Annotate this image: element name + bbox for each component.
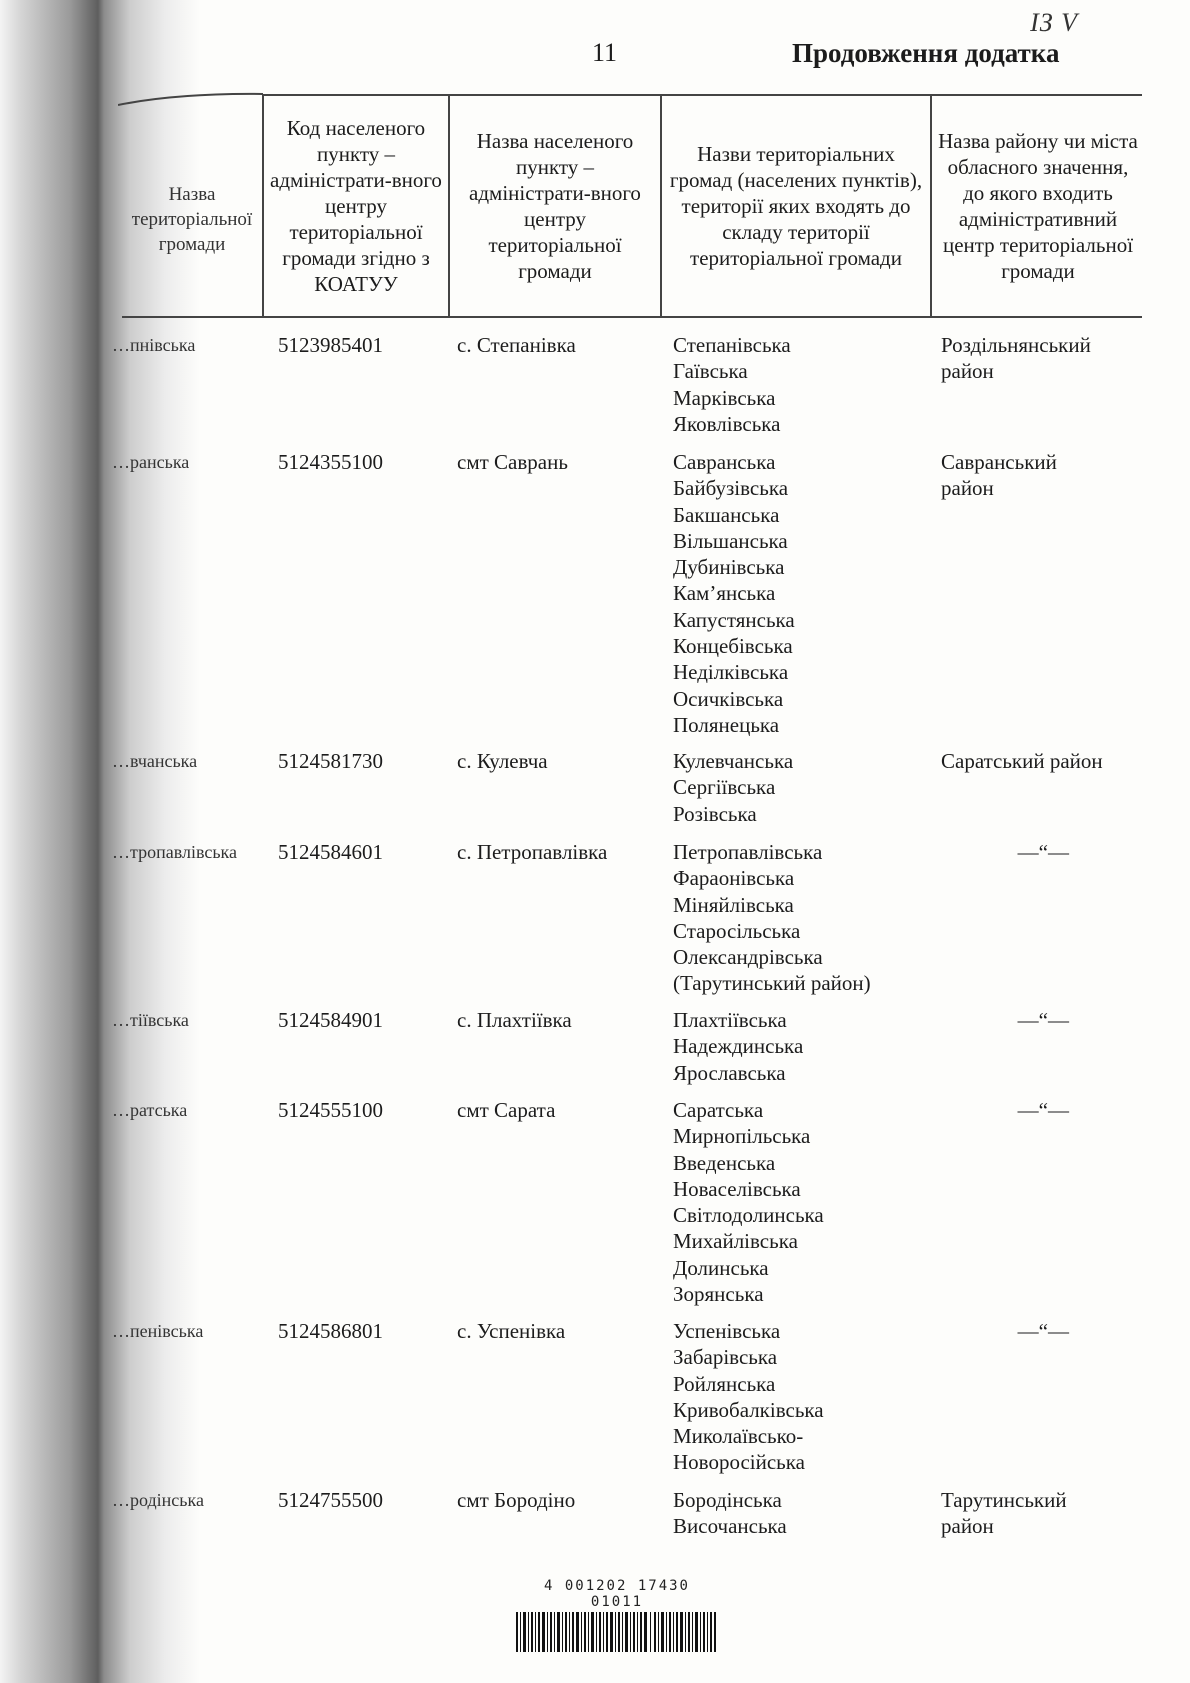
- district-name: Саратський район: [941, 749, 1103, 773]
- member-communities: Плахтіївська Надеждинська Ярославська: [673, 1008, 804, 1085]
- koatuu-code: 5123985401: [278, 333, 383, 357]
- member-communities: Успенівська Забарівська Ройлянська Кривобалківська Миколаївсько- Новоросійська: [673, 1319, 824, 1475]
- column-header-district: Назва району чи міста обласного значення, до якого входить адміністративний центр територіальної громади: [938, 129, 1138, 283]
- district-name: Савранський район: [941, 450, 1057, 501]
- member-communities: Кулевчанська Сергіївська Розівська: [673, 749, 794, 826]
- header-bottom-rule: [122, 316, 1142, 318]
- column-header-center-name: Назва населеного пункту – адміністрати-вного центру територіальної громади: [469, 129, 641, 283]
- member-communities: Степанівська Гаївська Марківська Яковлівська: [673, 333, 791, 436]
- center-name: смт Бородіно: [457, 1488, 576, 1512]
- koatuu-code: 5124584901: [278, 1008, 383, 1032]
- center-name: с. Петропавлівка: [457, 840, 608, 864]
- column-header-koatuu-code: Код населеного пункту – адміністрати-вного центру територіальної громади згідно з КОАТУУ: [270, 116, 442, 296]
- center-name: смт Саврань: [457, 450, 568, 474]
- member-communities: Петропавлівська Фараонівська Міняйлівська Старосільська Олександрівська (Тарутинський район): [673, 840, 871, 996]
- community-name: …пенівська: [112, 1321, 204, 1341]
- community-name: …ранська: [112, 452, 190, 472]
- community-name: …тропавлівська: [112, 842, 238, 862]
- district-ditto-mark: —“—: [1017, 1319, 1069, 1343]
- community-name: …тіївська: [112, 1010, 189, 1030]
- column-header-member-communities: Назви територіальних громад (населених пунктів), території яких входять до складу території територіальної громади: [669, 142, 923, 270]
- district-name: Роздільнянський район: [941, 333, 1091, 384]
- community-name: …ратська: [112, 1100, 188, 1120]
- member-communities: Саратська Мирнопільська Введенська Новаселівська Світлодолинська Михайлівська Долинська Зорянська: [673, 1098, 824, 1307]
- member-communities: Савранська Байбузівська Бакшанська Вільшанська Дубинівська Кам’янська Капустянська Концебівська Неділківська Осичківська Полянецька: [673, 450, 795, 737]
- koatuu-code: 5124584601: [278, 840, 383, 864]
- koatuu-code: 5124586801: [278, 1319, 383, 1343]
- koatuu-code: 5124755500: [278, 1488, 383, 1512]
- continuation-title: Продовження додатка: [792, 38, 1060, 68]
- center-name: с. Плахтіївка: [457, 1008, 572, 1032]
- center-name: смт Сарата: [457, 1098, 556, 1122]
- header-top-rule: [262, 94, 1142, 96]
- center-name: с. Успенівка: [457, 1319, 566, 1343]
- header-top-curve: [118, 92, 268, 106]
- district-ditto-mark: —“—: [1017, 1008, 1069, 1032]
- district-ditto-mark: —“—: [1017, 840, 1069, 864]
- barcode-bars: [514, 1610, 720, 1652]
- community-name: …вчанська: [112, 751, 198, 771]
- koatuu-code: 5124555100: [278, 1098, 383, 1122]
- district-ditto-mark: —“—: [1017, 1098, 1069, 1122]
- koatuu-code: 5124581730: [278, 749, 383, 773]
- handwritten-page-mark: ІЗ V: [1030, 8, 1078, 37]
- column-header-community: Назва територіальної громади: [131, 184, 253, 255]
- community-name: …пнівська: [112, 335, 196, 355]
- center-name: с. Кулевча: [457, 749, 548, 773]
- member-communities: Бородінська Височанська: [673, 1488, 787, 1539]
- center-name: с. Степанівка: [457, 333, 576, 357]
- barcode-number: 4 001202 17430 01011: [543, 1578, 690, 1610]
- district-name: Тарутинський район: [941, 1488, 1067, 1539]
- document-barcode: [514, 1578, 720, 1657]
- koatuu-code: 5124355100: [278, 450, 383, 474]
- page-number: 11: [592, 38, 618, 67]
- community-name: …родінська: [112, 1490, 204, 1510]
